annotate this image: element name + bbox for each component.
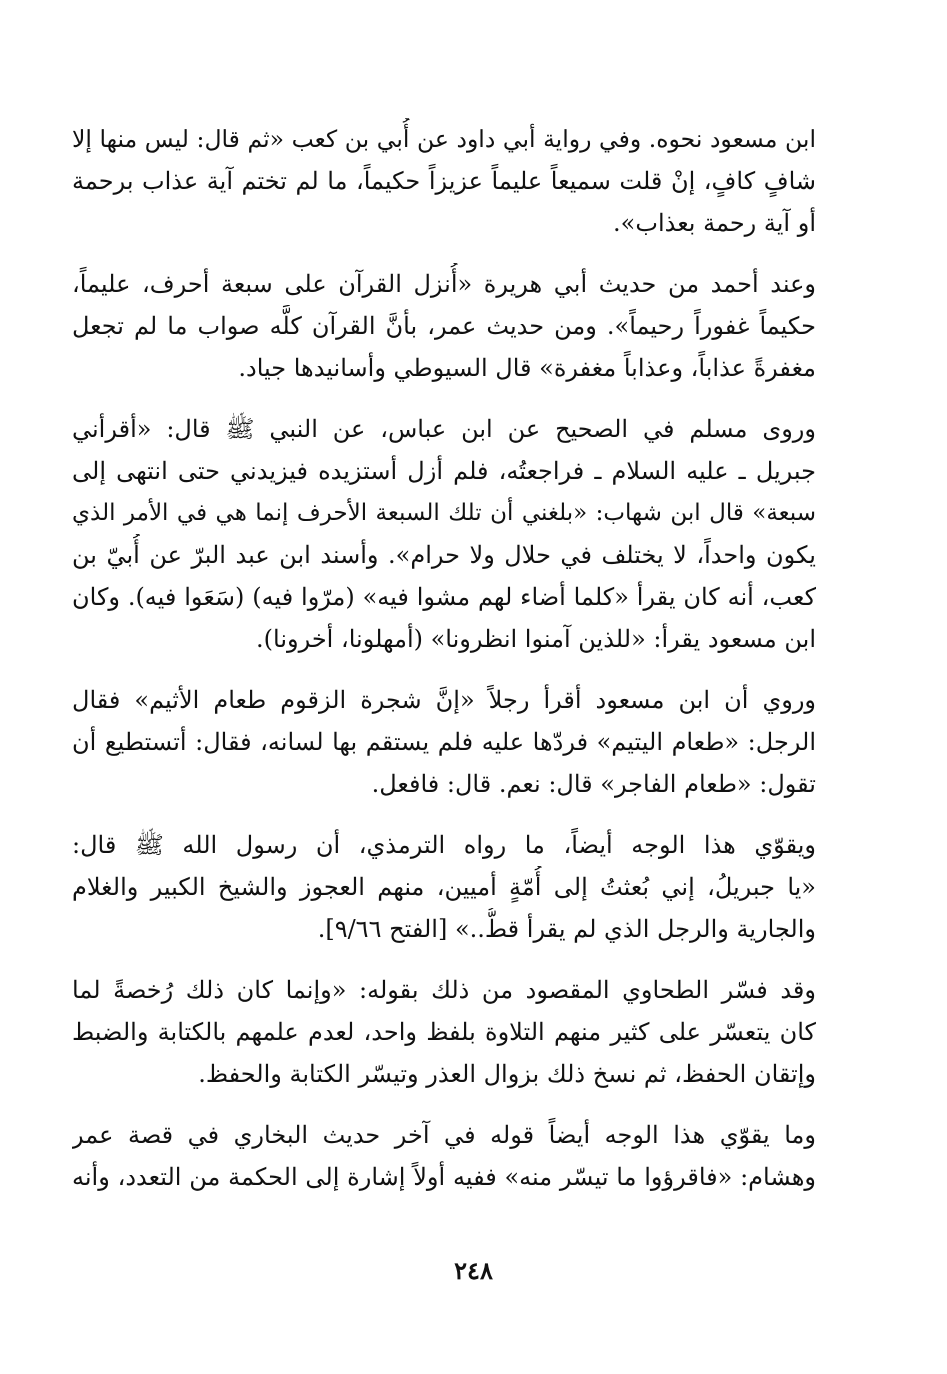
text-line: تقول: «طعام الفاجر» قال: نعم. قال: فافعل. — [371, 770, 816, 798]
paragraph — [72, 824, 816, 950]
text-line: وهشام: «فاقرؤوا ما تيسّر منه» ففيه أولاً إشارة إلى الحكمة من التعدد، وأنه — [72, 1163, 816, 1191]
text-line: وما يقوّي هذا الوجه أيضاً قوله في آخر حديث البخاري في قصة عمر — [72, 1121, 816, 1149]
text-line: ابن مسعود يقرأ: «للذين آمنوا انظرونا» (أمهلونا، أخرونا). — [256, 625, 816, 653]
paragraph — [72, 263, 816, 389]
text-line: شافٍ كافٍ، إنْ قلت سميعاً عليماً عزيزاً حكيماً، ما لم تختم آية عذاب برحمة — [72, 167, 816, 195]
paragraph — [72, 679, 816, 805]
text-line: ويقوّي هذا الوجه أيضاً، ما رواه الترمذي، أن رسول الله ﷺ قال: — [72, 831, 816, 859]
paragraph — [72, 969, 816, 1095]
text-line: سبعة» قال ابن شهاب: «بلغني أن تلك السبعة الأحرف إنما هي في الأمر الذي — [72, 500, 816, 526]
text-line: أو آية رحمة بعذاب». — [613, 209, 816, 237]
paragraph — [72, 118, 816, 244]
text-line: «يا جبريلُ، إني بُعثتُ إلى أُمّةٍ أميين، منهم العجوز والشيخ الكبير والغلام — [72, 873, 816, 901]
text-line: والجارية والرجل الذي لم يقرأ قطُّ..» [الفتح ٩/٦٦]. — [317, 915, 816, 943]
text-line: وعند أحمد من حديث أبي هريرة «أُنزل القرآن على سبعة أحرف، عليماً، — [72, 270, 816, 298]
text-line: كان يتعسّر على كثير منهم التلاوة بلفظ واحد، لعدم علمهم بالكتابة والضبط — [72, 1018, 816, 1046]
text-line: ابن مسعود نحوه. وفي رواية أبي داود عن أُبي بن كعب «ثم قال: ليس منها إلا — [72, 125, 816, 153]
text-line: وقد فسّر الطحاوي المقصود من ذلك بقوله: «وإنما كان ذلك رُخصةً لما — [72, 976, 816, 1004]
text-line: وإتقان الحفظ، ثم نسخ ذلك بزوال العذر وتيسّر الكتابة والحفظ. — [198, 1060, 816, 1088]
paragraph — [72, 1114, 816, 1198]
page-number: ٢٤٨ — [454, 1256, 493, 1285]
paragraph — [72, 408, 816, 660]
text-line: وروى مسلم في الصحيح عن ابن عباس، عن النبي ﷺ قال: «أقرأني — [72, 415, 816, 443]
page-body — [72, 118, 816, 1217]
text-line: جبريل ـ عليه السلام ـ فراجعتُه، فلم أزل أستزيده فيزيدني حتى انتهى إلى — [72, 457, 816, 485]
text-line: وروي أن ابن مسعود أقرأ رجلاً «إنَّ شجرة الزقوم طعام الأثيم» فقال — [72, 686, 816, 714]
text-line: الرجل: «طعام اليتيم» فردّها عليه فلم يستقم بها لسانه، فقال: أتستطيع أن — [72, 728, 816, 756]
text-line: حكيماً غفوراً رحيماً». ومن حديث عمر، بأنَّ القرآن كلَّه صواب ما لم تجعل — [72, 312, 816, 340]
text-line: كعب، أنه كان يقرأ «كلما أضاء لهم مشوا فيه» (مرّوا فيه) (سَعَوا فيه). وكان — [72, 583, 816, 611]
text-line: مغفرةً عذاباً، وعذاباً مغفرة» قال السيوطي وأسانيدها جياد. — [238, 354, 816, 382]
text-line: يكون واحداً، لا يختلف في حلال ولا حرام». وأسند ابن عبد البرّ عن أُبيّ بن — [72, 541, 816, 569]
